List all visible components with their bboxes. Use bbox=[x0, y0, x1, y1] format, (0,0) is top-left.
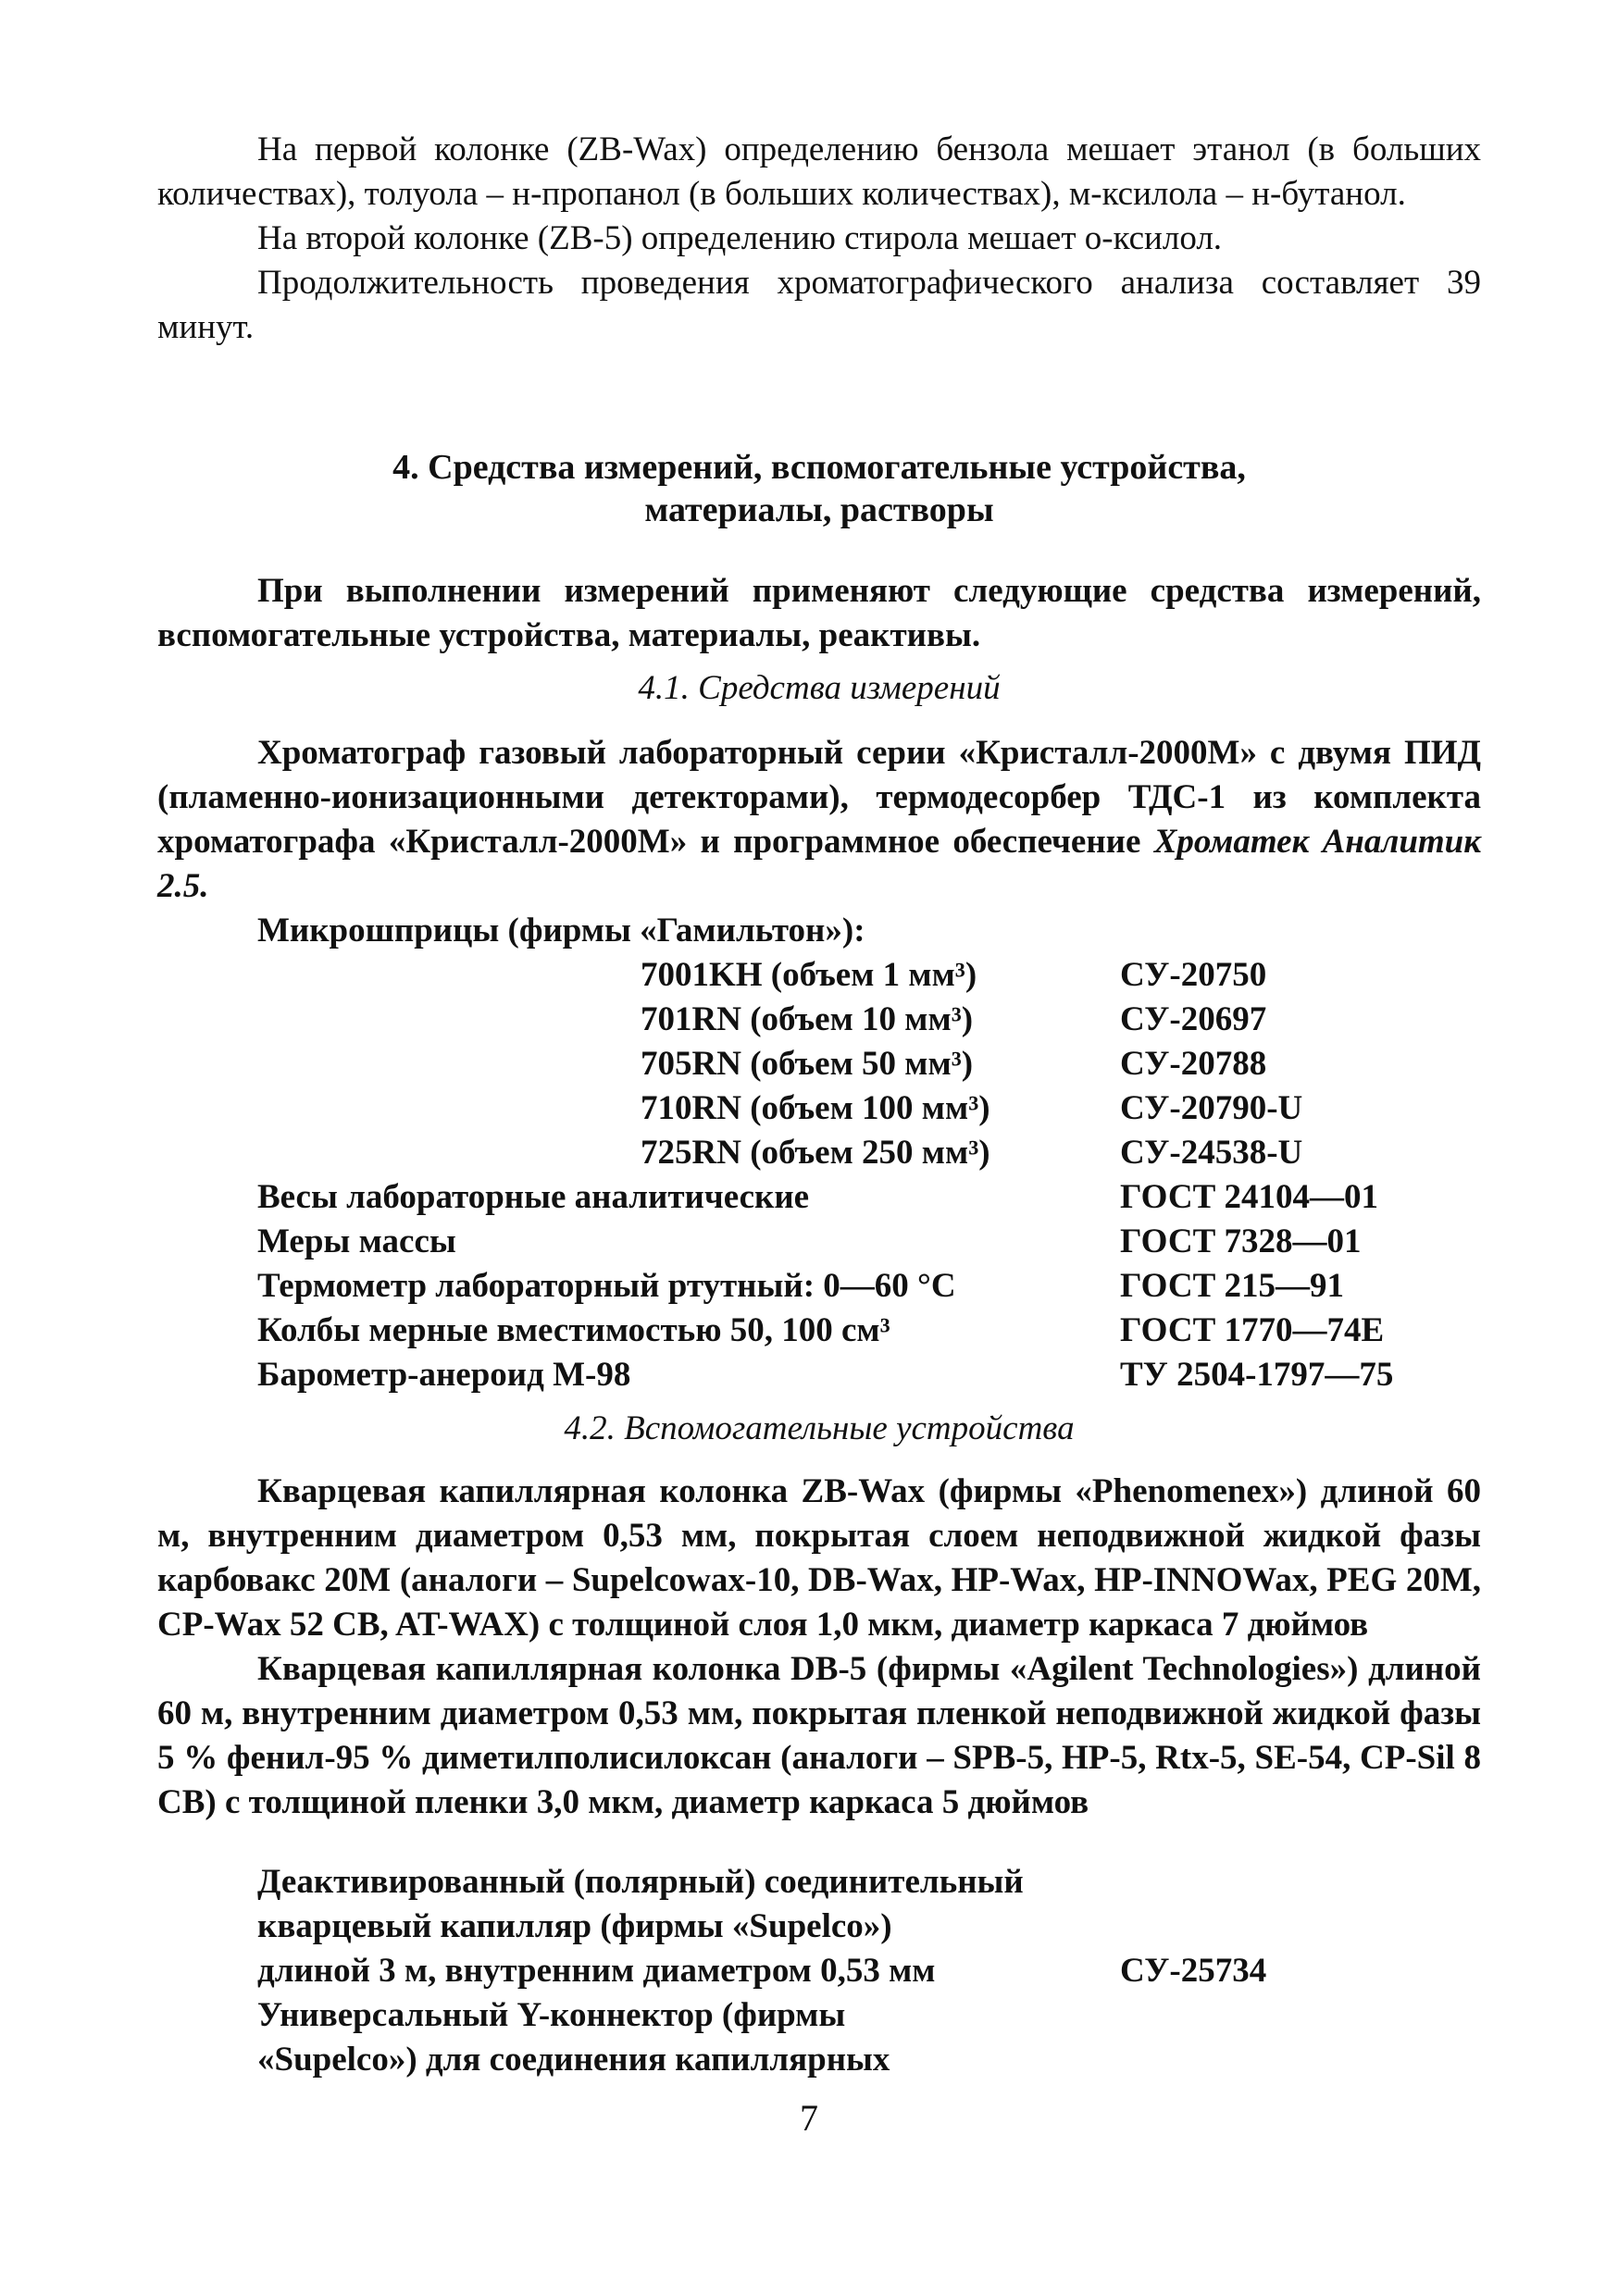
syringe-name: 7001KH (объем 1 мм³) bbox=[641, 956, 977, 994]
instrument-row bbox=[157, 1353, 1481, 1397]
column-paragraph: Кварцевая капиллярная колонка DB-5 (фирмы «Agilent Technologies») длиной 60 м, внутренним диаметром 0,53 мм, покрытая пленкой неподвижной жидкой фазы 5 % фенил-95 % диметилполисилоксан (аналоги – SPB-5, HP-5, Rtx-5, SE-54, CP-Sil 8 CB) с толщиной пленки 3,0 мкм, диаметр каркаса 5 дюймов bbox=[157, 1650, 1481, 1821]
instrument-row bbox=[157, 1264, 1481, 1309]
instrument-name: Весы лабораторные аналитические bbox=[257, 1178, 810, 1216]
syringe-row bbox=[157, 998, 1481, 1042]
section-4-2-block bbox=[157, 1407, 1481, 1451]
section-4-2-title: 4.2. Вспомогательные устройства bbox=[564, 1409, 1075, 1447]
instrument-code: ГОСТ 24104—01 bbox=[1120, 1178, 1378, 1216]
instrument-row bbox=[157, 1309, 1481, 1353]
section-4-1-block bbox=[157, 666, 1481, 711]
section-4-heading bbox=[157, 446, 1481, 531]
microsyringes-label: Микрошприцы (фирмы «Гамильтон»): bbox=[257, 912, 865, 949]
instrument-name: Термометр лабораторный ртутный: 0—60 °С bbox=[257, 1267, 956, 1305]
instrument-name: Меры массы bbox=[257, 1222, 456, 1260]
instrument-code: ГОСТ 1770—74Е bbox=[1120, 1311, 1385, 1349]
intro-block bbox=[157, 128, 1481, 350]
instrument-code: ГОСТ 215—91 bbox=[1120, 1267, 1344, 1305]
chromatograph-block bbox=[157, 731, 1481, 953]
syringe-name: 710RN (объем 100 мм³) bbox=[641, 1089, 990, 1127]
instrument-row bbox=[157, 1175, 1481, 1220]
column-paragraph: Кварцевая капиллярная колонка ZB-Wax (фирмы «Phenomenex») длиной 60 м, внутренним диаметром 0,53 мм, покрытая слоем неподвижной жидкой фазы карбовакс 20М (аналоги – Supelcowax-10, DB-Wax, HP-Wax, HP-INNOWax, PEG 20M, CP-Wax 52 CB, AT-WAX) с толщиной слоя 1,0 мкм, диаметр каркаса 7 дюймов bbox=[157, 1472, 1481, 1644]
syringe-row bbox=[157, 1042, 1481, 1086]
section-4-intro: При выполнении измерений применяют следующие средства измерений, вспомогательные устройства, материалы, реактивы. bbox=[157, 572, 1481, 654]
syringe-code: СУ-24538-U bbox=[1120, 1134, 1303, 1172]
software-name: Хроматек Аналитик 2.5. bbox=[157, 823, 1482, 905]
section-4-intro-block bbox=[157, 569, 1481, 658]
syringe-name: 725RN (объем 250 мм³) bbox=[641, 1134, 990, 1172]
section-4-title-line2: материалы, растворы bbox=[644, 490, 994, 529]
section-4-1-title: 4.1. Средства измерений bbox=[638, 669, 1001, 707]
instrument-name: Барометр-анероид М-98 bbox=[257, 1356, 631, 1394]
intro-paragraph: Продолжительность проведения хроматографического анализа составляет 39 минут. bbox=[157, 264, 1481, 346]
connector-line: «Supelco») для соединения капиллярных bbox=[257, 2041, 890, 2079]
chromatograph-text: Хроматограф газовый лабораторный серии «Кристалл-2000М» с двумя ПИД (пламенно-ионизационными детекторами), термодесорбер ТДС-1 из комплекта хроматографа «Кристалл-2000М» и программное обеспечение bbox=[157, 734, 1481, 861]
syringe-code: СУ-20750 bbox=[1120, 956, 1267, 994]
capillary-line: кварцевый капилляр (фирмы «Supelco») bbox=[257, 1907, 892, 1945]
syringe-name: 705RN (объем 50 мм³) bbox=[641, 1045, 974, 1083]
instrument-code: ГОСТ 7328—01 bbox=[1120, 1222, 1362, 1260]
syringe-name: 701RN (объем 10 мм³) bbox=[641, 1000, 974, 1038]
syringe-code: СУ-20697 bbox=[1120, 1000, 1267, 1038]
chromatograph-paragraph bbox=[157, 731, 1481, 909]
syringe-code: СУ-20788 bbox=[1120, 1045, 1267, 1083]
intro-paragraph: На второй колонке (ZB-5) определению стирола мешает о-ксилол. bbox=[257, 219, 1223, 257]
instrument-code: ТУ 2504-1797—75 bbox=[1120, 1356, 1394, 1394]
capillary-block bbox=[157, 1860, 1481, 2082]
syringe-row bbox=[157, 953, 1481, 998]
section-4-title-line1: 4. Средства измерений, вспомогательные устройства, bbox=[392, 448, 1246, 487]
instrument-row bbox=[157, 1220, 1481, 1264]
measurement-table bbox=[157, 953, 1481, 1397]
syringe-code: СУ-20790-U bbox=[1120, 1089, 1303, 1127]
connector-line: Универсальный Y-коннектор (фирмы bbox=[257, 1996, 846, 2034]
capillary-line: Деактивированный (полярный) соединительный bbox=[257, 1863, 1024, 1901]
capillary-line: длиной 3 м, внутренним диаметром 0,53 мм СУ-25734 bbox=[157, 1949, 1481, 1993]
capillary-code: СУ-25734 bbox=[1120, 1952, 1267, 1990]
intro-paragraph: На первой колонке (ZB-Wax) определению бензола мешает этанол (в больших количествах), толуола – н-пропанол (в больших количествах), м-ксилола – н-бутанол. bbox=[157, 130, 1481, 213]
syringe-row bbox=[157, 1131, 1481, 1175]
columns-block bbox=[157, 1470, 1481, 1825]
instrument-name: Колбы мерные вместимостью 50, 100 см³ bbox=[257, 1311, 890, 1349]
syringe-row bbox=[157, 1086, 1481, 1131]
page-number: 7 bbox=[800, 2097, 818, 2139]
